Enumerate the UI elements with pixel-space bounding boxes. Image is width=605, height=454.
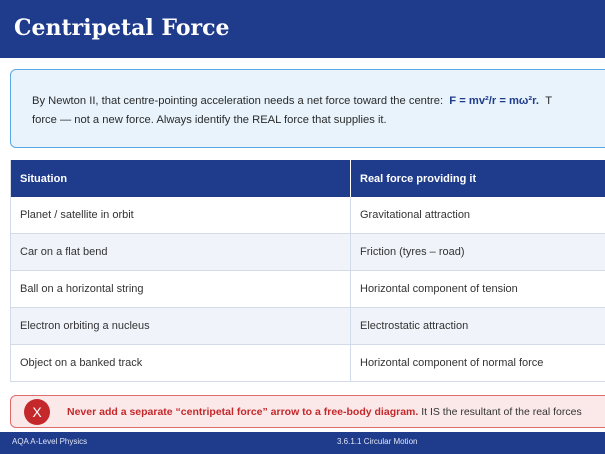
situation-cell: Electron orbiting a nucleus xyxy=(11,308,351,345)
force-cell: Electrostatic attraction xyxy=(351,308,605,345)
forces-table xyxy=(10,160,605,382)
page-title: Centripetal Force xyxy=(14,15,230,41)
force-cell: Horizontal component of normal force xyxy=(351,345,605,382)
warning-strong: Never add a separate “centripetal force” arrow to a free-body diagram. xyxy=(67,406,419,418)
info-line-2: force — not a new force. Always identify the REAL force that supplies it. xyxy=(32,114,387,126)
force-cell: Gravitational attraction xyxy=(351,197,605,234)
close-x-icon: X xyxy=(24,399,50,425)
situation-cell: Ball on a horizontal string xyxy=(11,271,351,308)
warning-box xyxy=(10,395,605,428)
info-box xyxy=(10,69,605,148)
column-header-situation: Situation xyxy=(11,160,351,197)
footer-bar xyxy=(0,432,605,454)
table-row xyxy=(11,197,605,234)
info-text: By Newton II, that centre-pointing acceleration needs a net force toward the centre: xyxy=(32,95,444,107)
situation-cell: Planet / satellite in orbit xyxy=(11,197,351,234)
footer-course: AQA A-Level Physics xyxy=(12,437,88,446)
warning-rest: It IS the resultant of the real forces xyxy=(421,406,582,418)
footer-topic: 3.6.1.1 Circular Motion xyxy=(337,437,418,446)
table-row xyxy=(11,308,605,345)
table-row xyxy=(11,271,605,308)
table-row xyxy=(11,345,605,382)
info-line-1 xyxy=(32,95,552,107)
column-header-force: Real force providing it xyxy=(351,160,605,197)
formula: F = mv²/r = mω²r. xyxy=(449,95,539,107)
info-text-cont: T xyxy=(545,95,553,107)
title-bar xyxy=(0,0,605,58)
warning-text xyxy=(67,406,582,418)
force-cell: Friction (tyres – road) xyxy=(351,234,605,271)
situation-cell: Object on a banked track xyxy=(11,345,351,382)
table-header-row xyxy=(11,160,605,197)
situation-cell: Car on a flat bend xyxy=(11,234,351,271)
force-cell: Horizontal component of tension xyxy=(351,271,605,308)
table-row xyxy=(11,234,605,271)
